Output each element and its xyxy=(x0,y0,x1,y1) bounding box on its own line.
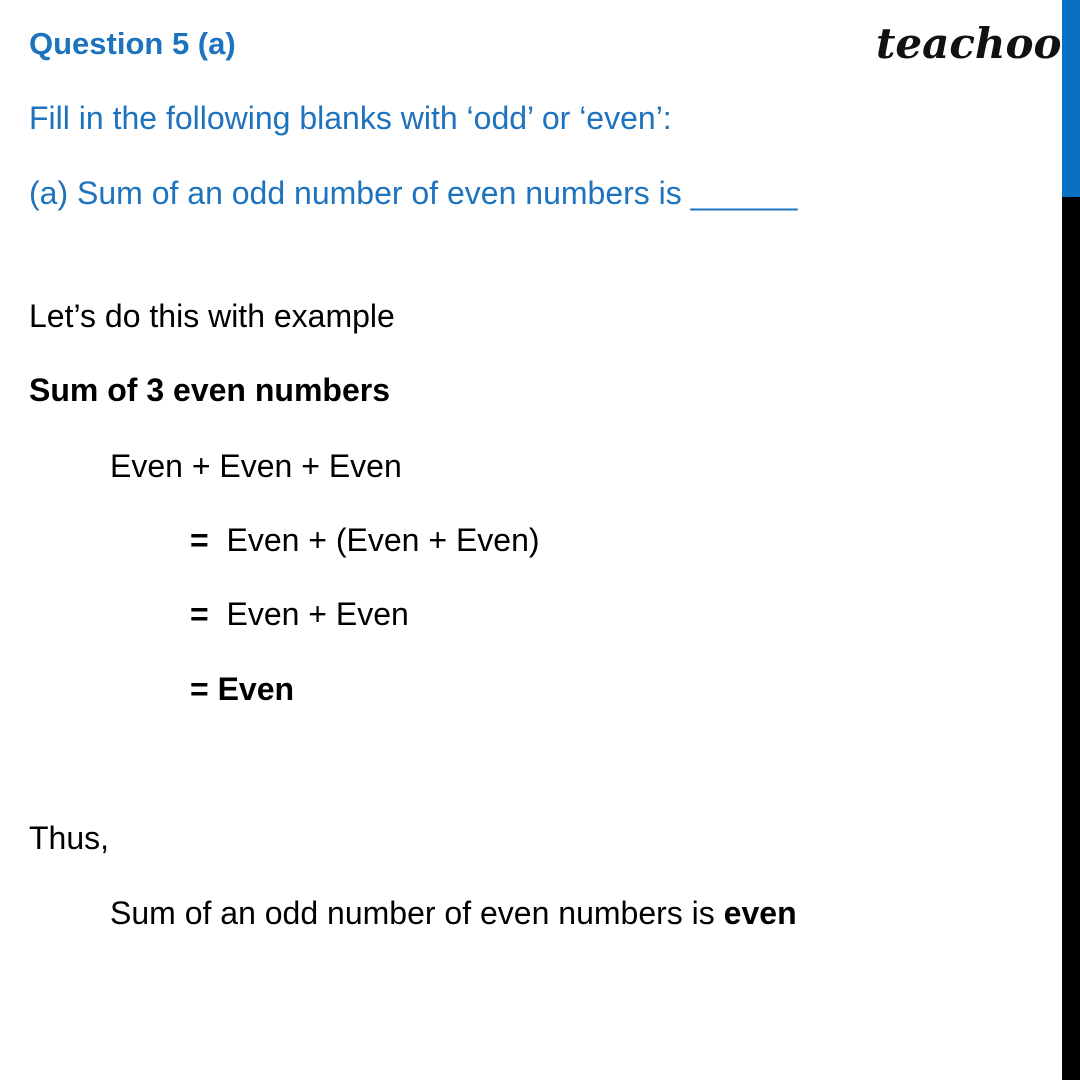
step-3 xyxy=(190,595,409,633)
right-sidebar-bar xyxy=(1062,0,1080,1080)
conclusion-answer: even xyxy=(723,895,797,931)
conclusion-text: Sum of an odd number of even numbers is xyxy=(110,895,724,931)
step-2 xyxy=(190,521,540,559)
conclusion xyxy=(110,894,797,932)
teachoo-logo: teachoo xyxy=(876,19,1062,68)
step-4-result: = Even xyxy=(190,671,295,707)
step-2-expression: Even + (Even + Even) xyxy=(226,522,540,558)
question-title: Question 5 (a) xyxy=(29,26,236,61)
step-1: Even + Even + Even xyxy=(110,448,402,484)
step-2-equals: = xyxy=(190,522,209,558)
question-instruction: Fill in the following blanks with ‘odd’ or ‘even’: xyxy=(29,100,672,136)
question-part-a: (a) Sum of an odd number of even numbers is ______ xyxy=(29,175,798,211)
solution-intro: Let’s do this with example xyxy=(29,298,395,334)
right-sidebar-accent xyxy=(1062,0,1080,197)
thus-label: Thus, xyxy=(29,820,110,856)
step-3-equals: = xyxy=(190,596,209,632)
step-3-expression: Even + Even xyxy=(226,596,409,632)
solution-subheading: Sum of 3 even numbers xyxy=(29,372,390,408)
